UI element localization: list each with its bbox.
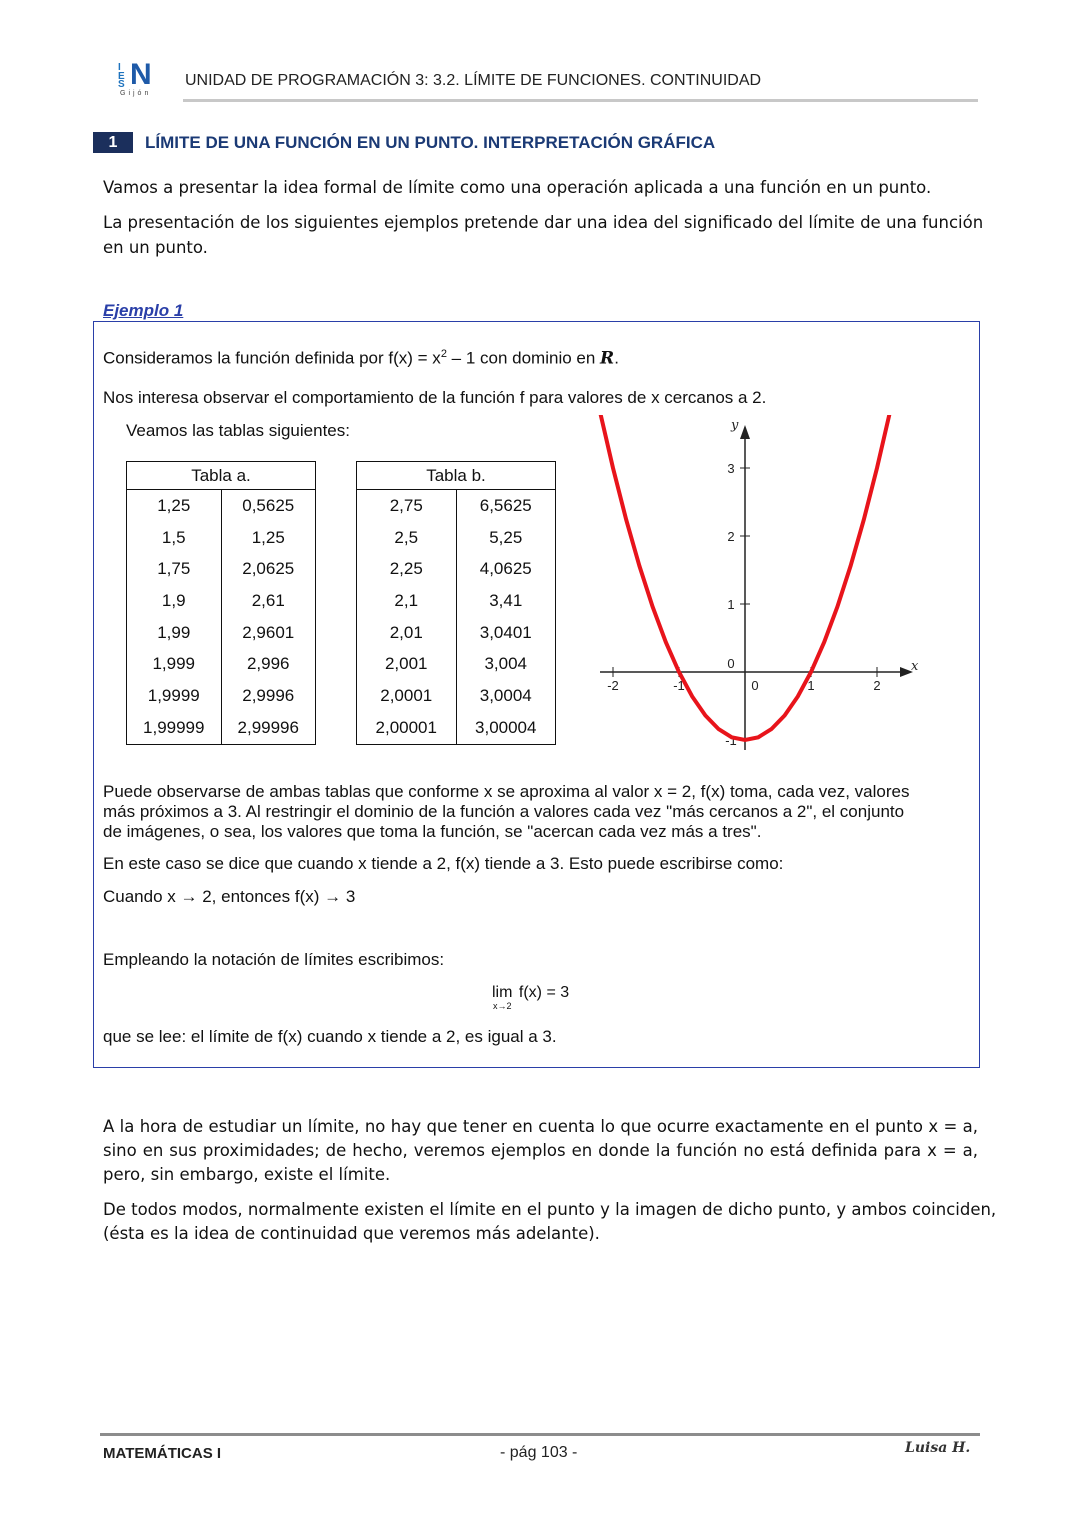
table-b-fx-cell: 6,5625 xyxy=(479,495,532,515)
author-signature: Luisa H. xyxy=(905,1440,971,1456)
table-a-x-cell: 1,9 xyxy=(127,585,222,617)
table-b-x-cell: 2,1 xyxy=(357,585,457,617)
example-label: Ejemplo 1 xyxy=(103,301,184,320)
section-number: 1 xyxy=(93,132,133,153)
table-a-fx-cell: 1,25 xyxy=(251,527,285,547)
header-title: UNIDAD DE PROGRAMACIÓN 3: 3.2. LÍMITE DE FUNCIONES. CONTINUIDAD xyxy=(185,72,762,89)
table-b xyxy=(356,461,556,745)
table-b-fx-cell: 4,0625 xyxy=(479,559,532,579)
real-numbers-symbol: R xyxy=(600,348,615,369)
notation-intro: Empleando la notación de límites escribimos: xyxy=(103,950,445,969)
x-axis-label: x xyxy=(911,659,919,674)
table-a-fx-cell: 0,5625 xyxy=(242,495,295,515)
table-a-fx-cell: 2,996 xyxy=(246,654,290,674)
x-tick-label: -2 xyxy=(607,678,619,693)
table-a-x-cell: 1,75 xyxy=(127,553,222,585)
closing-p2-line-2: (ésta es la idea de continuidad que veremos más adelante). xyxy=(103,1224,600,1243)
closing-p2-line-1: De todos modos, normalmente existen el límite en el punto y la imagen de dicho punto, y ambos coinciden, xyxy=(103,1200,997,1219)
y-tick-label: 1 xyxy=(727,597,735,612)
table-a-x-cell: 1,9999 xyxy=(127,680,222,712)
table-a-x-cell: 1,99 xyxy=(127,617,222,649)
table-b-row xyxy=(357,680,556,712)
table-a-fx-cell: 2,9601 xyxy=(242,622,295,642)
arrow-statement: Cuando x → 2, entonces f(x) → 3 xyxy=(103,887,356,906)
table-a-row xyxy=(127,490,316,522)
x-tick-label: -1 xyxy=(673,678,685,693)
table-a-x-cell: 1,99999 xyxy=(127,712,222,744)
closing-p1-line-3: pero, sin embargo, existe el límite. xyxy=(103,1165,391,1184)
lim-body: f(x) = 3 xyxy=(518,984,570,1001)
example-definition: Consideramos la función definida por $f(x) = x^2 - 1$ con dominio en R. xyxy=(103,348,619,369)
table-a-fx-cell: 2,0625 xyxy=(242,559,295,579)
table-b-x-cell: 2,01 xyxy=(357,617,457,649)
closing-p1-line-2: sino en sus proximidades; de hecho, veremos ejemplos en donde la función no está definida para x = a, xyxy=(103,1141,978,1160)
table-a-x-cell: 1,999 xyxy=(127,648,222,680)
table-b-fx-cell: 3,00004 xyxy=(475,717,537,737)
table-b-fx-cell: 3,41 xyxy=(489,590,523,610)
table-a-fx-cell: 2,61 xyxy=(251,590,285,610)
table-a-fx-cell: 2,99996 xyxy=(237,717,299,737)
table-b-row xyxy=(357,648,556,680)
y-tick-label: 0 xyxy=(727,656,735,671)
table-b-fx-cell: 3,004 xyxy=(484,654,528,674)
observation-line-1: Puede observarse de ambas tablas que conforme x se aproxima al valor x = 2, f(x) toma, cada vez, valores xyxy=(103,782,910,801)
y-tick-label: -1 xyxy=(725,733,737,748)
intro-paragraph-1: Vamos a presentar la idea formal de límite como una operación aplicada a una función en un punto. xyxy=(103,178,932,197)
table-b-x-cell: 2,75 xyxy=(357,490,457,522)
table-b-row xyxy=(357,585,556,617)
footer-divider xyxy=(100,1433,980,1436)
x-tick-label: 1 xyxy=(807,678,815,693)
table-a-row xyxy=(127,522,316,554)
section-title: LÍMITE DE UNA FUNCIÓN EN UN PUNTO. INTERPRETACIÓN GRÁFICA xyxy=(145,133,716,152)
limit-expression xyxy=(492,984,569,1011)
limit-reading: que se lee: el límite de f(x) cuando x tiende a 2, es igual a 3. xyxy=(103,1027,557,1046)
table-a-row xyxy=(127,680,316,712)
table-a-row xyxy=(127,712,316,744)
table-b-fx-cell: 5,25 xyxy=(489,527,523,547)
table-b-fx-cell: 3,0401 xyxy=(479,622,532,642)
intro-paragraph-2-line-1: La presentación de los siguientes ejemplos pretende dar una idea del significado del límite de una función xyxy=(103,213,984,232)
observation-line-2: más próximos a 3. Al restringir el dominio de la función a valores cada vez "más cercanos a 2", el conjunto xyxy=(103,802,905,821)
table-b-row xyxy=(357,712,556,744)
table-b-row xyxy=(357,553,556,585)
y-tick-label: 2 xyxy=(727,529,735,544)
parabola-graph xyxy=(595,415,925,760)
table-b-row xyxy=(357,617,556,649)
table-b-fx-cell: 3,0004 xyxy=(479,685,532,705)
table-b-x-cell: 2,25 xyxy=(357,553,457,585)
x-tick-label: 2 xyxy=(873,678,881,693)
table-a-title: Tabla a. xyxy=(127,462,316,490)
school-logo: I E S N Gijón xyxy=(118,58,152,97)
table-a xyxy=(126,461,316,745)
table-b-row xyxy=(357,490,556,522)
table-a-row xyxy=(127,553,316,585)
lim-subscript: x→2 xyxy=(492,1001,512,1011)
example-goal: Nos interesa observar el comportamiento de la función f para valores de x cercanos a 2. xyxy=(103,388,767,407)
table-b-x-cell: 2,00001 xyxy=(357,712,457,744)
closing-p1-line-1: A la hora de estudiar un límite, no hay que tener en cuenta lo que ocurre exactamente en el punto x = a, xyxy=(103,1117,978,1136)
table-b-x-cell: 2,0001 xyxy=(357,680,457,712)
y-tick-label: 3 xyxy=(727,461,735,476)
table-a-row xyxy=(127,648,316,680)
x-tick-label: 0 xyxy=(751,678,759,693)
table-b-title: Tabla b. xyxy=(357,462,556,490)
table-a-row xyxy=(127,585,316,617)
page-number: - pág 103 - xyxy=(500,1444,578,1461)
table-b-row xyxy=(357,522,556,554)
lim-word: lim xyxy=(492,984,513,1001)
tables-intro: Veamos las tablas siguientes: xyxy=(126,421,350,440)
y-axis-label: y xyxy=(731,418,739,433)
table-b-x-cell: 2,5 xyxy=(357,522,457,554)
intro-paragraph-2-line-2: en un punto. xyxy=(103,238,208,257)
y-axis-arrow xyxy=(740,425,750,439)
table-a-row xyxy=(127,617,316,649)
header-divider xyxy=(183,99,978,102)
tends-statement: En este caso se dice que cuando x tiende a 2, f(x) tiende a 3. Esto puede escribirse como: xyxy=(103,854,784,873)
table-b-x-cell: 2,001 xyxy=(357,648,457,680)
table-a-fx-cell: 2,9996 xyxy=(242,685,295,705)
table-a-x-cell: 1,25 xyxy=(127,490,222,522)
table-a-x-cell: 1,5 xyxy=(127,522,222,554)
observation-line-3: de imágenes, o sea, los valores que toma la función, se "acercan cada vez más a tres". xyxy=(103,822,762,841)
footer-subject: MATEMÁTICAS I xyxy=(103,1445,222,1462)
